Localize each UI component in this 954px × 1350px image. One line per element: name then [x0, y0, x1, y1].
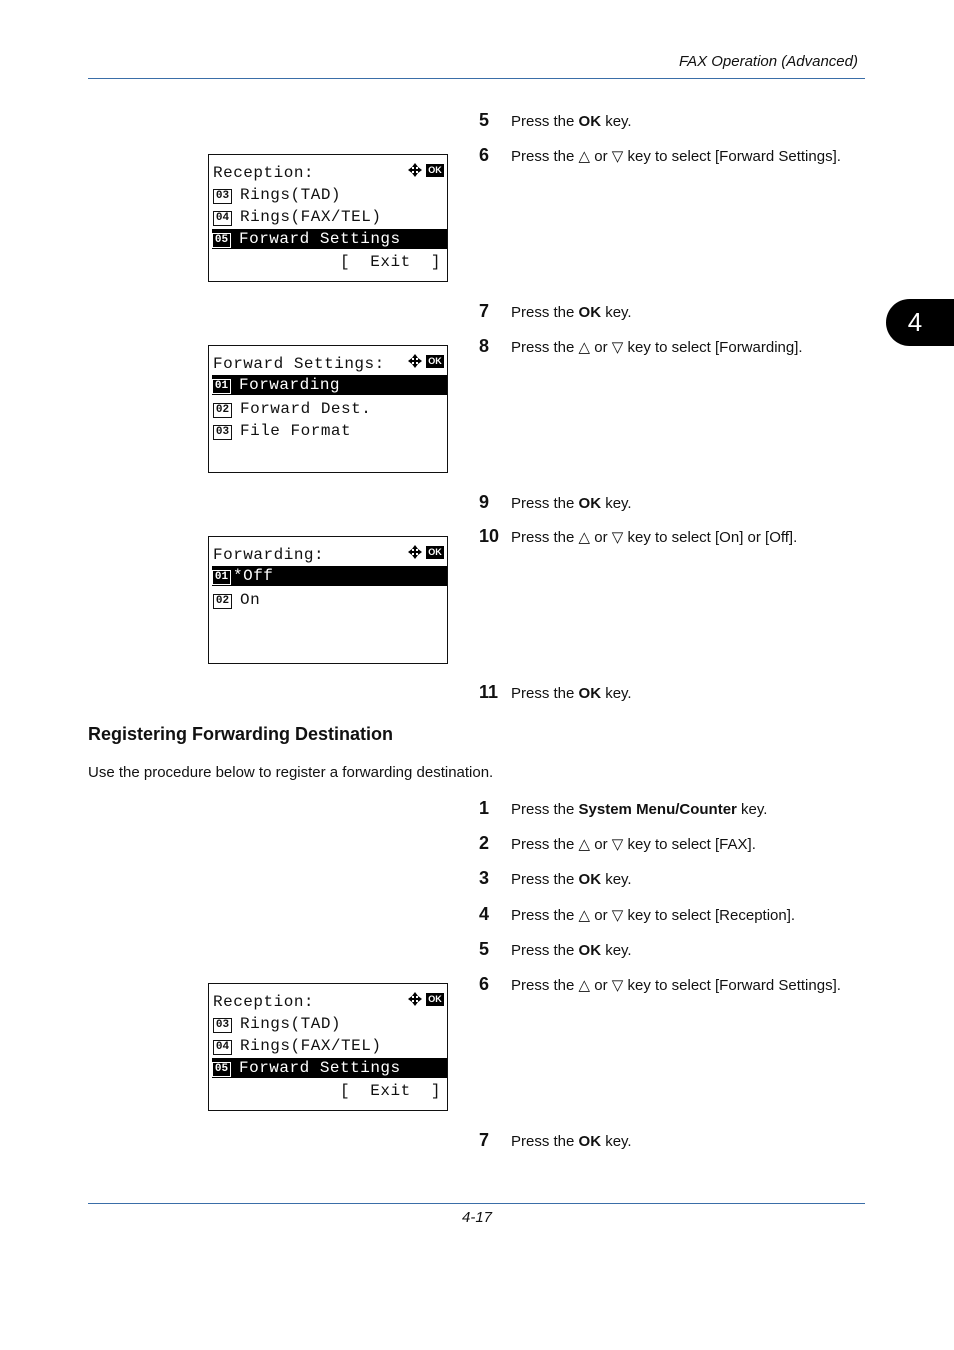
- lcd-screen-reception-2: [208, 983, 448, 1111]
- up-arrow-icon: △: [578, 529, 591, 546]
- lcd-menu-row: 03 Rings(TAD): [213, 185, 447, 205]
- step-item: 5 Press the OK key.: [479, 939, 632, 959]
- lcd-screen-forward-settings: [208, 345, 448, 473]
- ok-key-icon: OK: [426, 546, 444, 559]
- ok-key-icon: OK: [426, 993, 444, 1006]
- step-item: 7 Press the OK key.: [479, 1130, 632, 1150]
- lcd-menu-row: 04 Rings(FAX/TEL): [213, 207, 447, 227]
- lcd-menu-row-selected: 05 Forward Settings: [212, 1058, 447, 1078]
- ok-key-icon: OK: [426, 164, 444, 177]
- lcd-screen-forwarding: [208, 536, 448, 664]
- key-name: OK: [578, 304, 602, 321]
- down-arrow-icon: ▽: [611, 836, 624, 853]
- step-item: 8 Press the △ or ▽ key to select [Forwarding].: [479, 336, 803, 356]
- down-arrow-icon: ▽: [611, 529, 624, 546]
- lcd-menu-row-selected: 01 Forwarding: [212, 375, 447, 395]
- navigation-cross-icon: [407, 991, 423, 1007]
- lcd-exit-softkey: [ Exit ]: [339, 1082, 441, 1100]
- lcd-menu-row: 02 Forward Dest.: [213, 399, 447, 419]
- section-heading: Registering Forwarding Destination: [88, 724, 394, 744]
- footer-rule: [88, 1203, 865, 1204]
- up-arrow-icon: △: [578, 907, 591, 924]
- down-arrow-icon: ▽: [611, 148, 624, 165]
- lcd-title: Reception:: [213, 993, 315, 1011]
- step-item: 7 Press the OK key.: [479, 301, 632, 321]
- lcd-status-icons: [407, 991, 444, 1007]
- step-item: 9 Press the OK key.: [479, 492, 632, 512]
- lcd-menu-row: 03 File Format: [213, 421, 447, 441]
- down-arrow-icon: ▽: [611, 977, 624, 994]
- lcd-status-icons: [407, 544, 444, 560]
- page-number: 4-17: [461, 1209, 493, 1226]
- key-name: OK: [578, 685, 602, 702]
- lcd-title: Forwarding:: [213, 546, 325, 564]
- up-arrow-icon: △: [578, 339, 591, 356]
- lcd-status-icons: [407, 162, 444, 178]
- key-name: OK: [578, 113, 602, 130]
- lcd-menu-row-selected: 05 Forward Settings: [212, 229, 447, 249]
- step-item: 10 Press the △ or ▽ key to select [On] or [Off].: [479, 526, 798, 546]
- navigation-cross-icon: [407, 353, 423, 369]
- lcd-exit-softkey: [ Exit ]: [339, 253, 441, 271]
- lcd-menu-row: 03 Rings(TAD): [213, 1014, 447, 1034]
- navigation-cross-icon: [407, 162, 423, 178]
- up-arrow-icon: △: [578, 148, 591, 165]
- down-arrow-icon: ▽: [611, 907, 624, 924]
- step-item: 5 Press the OK key.: [479, 110, 632, 130]
- chapter-tab: 4: [886, 299, 954, 346]
- step-item: 1 Press the System Menu/Counter key.: [479, 798, 768, 818]
- running-header: FAX Operation (Advanced): [679, 53, 858, 70]
- step-item: 11 Press the OK key.: [479, 682, 632, 702]
- key-name: System Menu/Counter: [578, 801, 737, 818]
- key-name: OK: [578, 1133, 602, 1150]
- lcd-menu-row-selected: 01 *Off: [212, 566, 447, 586]
- navigation-cross-icon: [407, 544, 423, 560]
- down-arrow-icon: ▽: [611, 339, 624, 356]
- key-name: OK: [578, 495, 602, 512]
- lcd-menu-row: 02 On: [213, 590, 447, 610]
- step-item: 4 Press the △ or ▽ key to select [Reception].: [479, 904, 796, 924]
- lcd-menu-row: 04 Rings(FAX/TEL): [213, 1036, 447, 1056]
- up-arrow-icon: △: [578, 977, 591, 994]
- key-name: OK: [578, 871, 602, 888]
- lcd-title: Forward Settings:: [213, 355, 385, 373]
- up-arrow-icon: △: [578, 836, 591, 853]
- ok-key-icon: OK: [426, 355, 444, 368]
- key-name: OK: [578, 942, 602, 959]
- step-item: 3 Press the OK key.: [479, 868, 632, 888]
- header-rule: [88, 78, 865, 79]
- step-item: 2 Press the △ or ▽ key to select [FAX].: [479, 833, 756, 853]
- lcd-status-icons: [407, 353, 444, 369]
- step-item: 6 Press the △ or ▽ key to select [Forward Settings].: [479, 974, 841, 994]
- lcd-screen-reception: [208, 154, 448, 282]
- intro-paragraph: Use the procedure below to register a forwarding destination.: [88, 764, 494, 781]
- lcd-title: Reception:: [213, 164, 315, 182]
- step-item: 6 Press the △ or ▽ key to select [Forward Settings].: [479, 145, 841, 165]
